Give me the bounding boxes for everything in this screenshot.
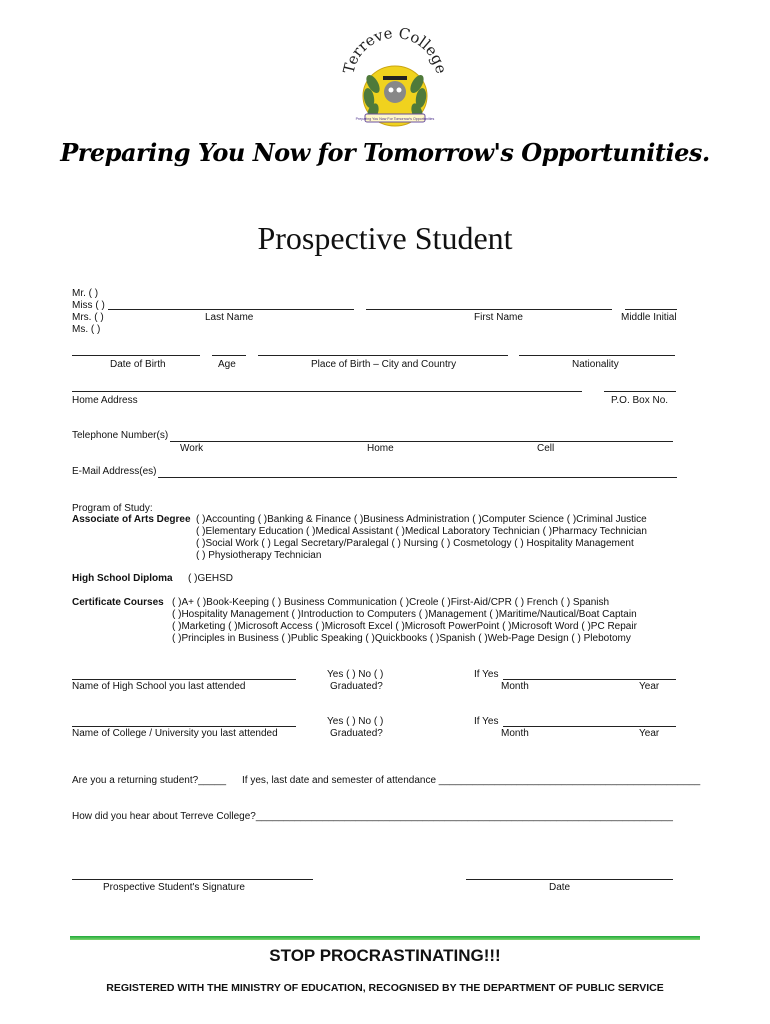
work-phone-label: Work (180, 443, 204, 454)
college-if-yes-label: If Yes (474, 716, 499, 727)
high-school-month-label: Month (501, 681, 529, 692)
home-phone-label: Home (367, 443, 394, 454)
associate-options-line-3[interactable]: ( )Social Work ( ) Legal Secretary/Paralegal ( ) Nursing ( ) Cosmetology ( ) Hospitality Management (196, 538, 634, 549)
salutation-mr[interactable]: Mr. ( ) (72, 288, 99, 299)
page-title: Prospective Student (257, 220, 513, 256)
associate-options-line-1[interactable]: ( )Accounting ( )Banking & Finance ( )Business Administration ( )Computer Science ( )Criminal Justice (196, 514, 647, 525)
college-logo (335, 18, 455, 138)
home-address-label: Home Address (72, 395, 138, 406)
college-graduated-label: Graduated? (330, 728, 383, 739)
high-school-year-label: Year (639, 681, 660, 692)
signature-field[interactable] (72, 879, 313, 880)
salutation-ms[interactable]: Ms. ( ) (72, 324, 101, 335)
college-name-label: Name of College / University you last attended (72, 728, 278, 739)
email-field[interactable] (158, 477, 677, 478)
college-graduated-yes-no[interactable]: Yes ( ) No ( ) (327, 716, 384, 727)
certificate-courses-label: Certificate Courses (72, 597, 164, 608)
email-label: E-Mail Address(es) (72, 466, 157, 477)
birthplace-field[interactable] (258, 355, 508, 356)
home-address-field[interactable] (72, 391, 582, 392)
program-heading: Program of Study: (72, 503, 153, 514)
dob-field[interactable] (72, 355, 200, 356)
age-label: Age (218, 359, 236, 370)
cell-phone-label: Cell (537, 443, 555, 454)
referral-question[interactable]: How did you hear about Terreve College?___________________________________________________________________________ (72, 811, 673, 822)
footer-divider (70, 936, 700, 940)
certificate-options-line-4[interactable]: ( )Principles in Business ( )Public Speaking ( )Quickbooks ( )Spanish ( )Web-Page Design ( ) Plebotomy (172, 633, 631, 644)
first-name-label: First Name (474, 312, 523, 323)
nationality-field[interactable] (519, 355, 675, 356)
high-school-grad-date-field[interactable] (503, 679, 676, 680)
salutation-miss[interactable]: Miss ( ) (72, 300, 105, 311)
associate-degree-label: Associate of Arts Degree (72, 514, 191, 525)
logo-ribbon-text: Preparing You Now For Tomorrow's Opportunities (355, 117, 435, 121)
po-box-label: P.O. Box No. (611, 395, 669, 406)
last-name-field[interactable] (108, 309, 354, 310)
returning-student-question[interactable]: Are you a returning student?_____ (72, 775, 226, 786)
gehsd-option[interactable]: ( )GEHSD (188, 573, 233, 584)
telephone-label: Telephone Number(s) (72, 430, 169, 441)
telephone-field[interactable] (170, 441, 673, 442)
high-school-diploma-label: High School Diploma (72, 573, 173, 584)
registration-notice: REGISTERED WITH THE MINISTRY OF EDUCATION, RECOGNISED BY THE DEPARTMENT OF PUBLIC SERVICE (106, 982, 664, 994)
middle-initial-label: Middle Initial (621, 312, 677, 323)
date-label: Date (549, 882, 571, 893)
last-name-label: Last Name (205, 312, 254, 323)
middle-initial-field[interactable] (625, 309, 677, 310)
high-school-if-yes-label: If Yes (474, 669, 499, 680)
high-school-name-field[interactable] (72, 679, 296, 680)
stop-procrastinating-banner: STOP PROCRASTINATING!!! (269, 946, 501, 965)
nationality-label: Nationality (572, 359, 619, 370)
tagline: Preparing You Now for Tomorrow's Opportunities. (60, 138, 710, 167)
date-field[interactable] (466, 879, 673, 880)
associate-options-line-2[interactable]: ( )Elementary Education ( )Medical Assistant ( )Medical Laboratory Technician ( )Pharmacy Technician (196, 526, 647, 537)
associate-options-line-4[interactable]: ( ) Physiotherapy Technician (196, 550, 322, 561)
attendance-question[interactable]: If yes, last date and semester of attendance _______________________________________________ (242, 775, 701, 786)
certificate-options-line-1[interactable]: ( )A+ ( )Book-Keeping ( ) Business Communication ( )Creole ( )First-Aid/CPR ( ) French ( ) Spanish (172, 597, 610, 608)
certificate-options-line-2[interactable]: ( )Hospitality Management ( )Introduction to Computers ( )Management ( )Maritime/Nautical/Boat Captain (172, 609, 637, 620)
college-name-field[interactable] (72, 726, 296, 727)
college-year-label: Year (639, 728, 660, 739)
first-name-field[interactable] (366, 309, 612, 310)
college-month-label: Month (501, 728, 529, 739)
age-field[interactable] (212, 355, 246, 356)
certificate-options-line-3[interactable]: ( )Marketing ( )Microsoft Access ( )Microsoft Excel ( )Microsoft PowerPoint ( )Microsoft Word ( )PC Repair (172, 621, 637, 632)
high-school-graduated-label: Graduated? (330, 681, 383, 692)
high-school-name-label: Name of High School you last attended (72, 681, 246, 692)
po-box-field[interactable] (604, 391, 676, 392)
dob-label: Date of Birth (110, 359, 166, 370)
college-grad-date-field[interactable] (503, 726, 676, 727)
birthplace-label: Place of Birth – City and Country (311, 359, 457, 370)
salutation-mrs[interactable]: Mrs. ( ) (72, 312, 104, 323)
logo-wordmark: Terreve College (339, 23, 451, 76)
signature-label: Prospective Student's Signature (103, 882, 245, 893)
high-school-graduated-yes-no[interactable]: Yes ( ) No ( ) (327, 669, 384, 680)
